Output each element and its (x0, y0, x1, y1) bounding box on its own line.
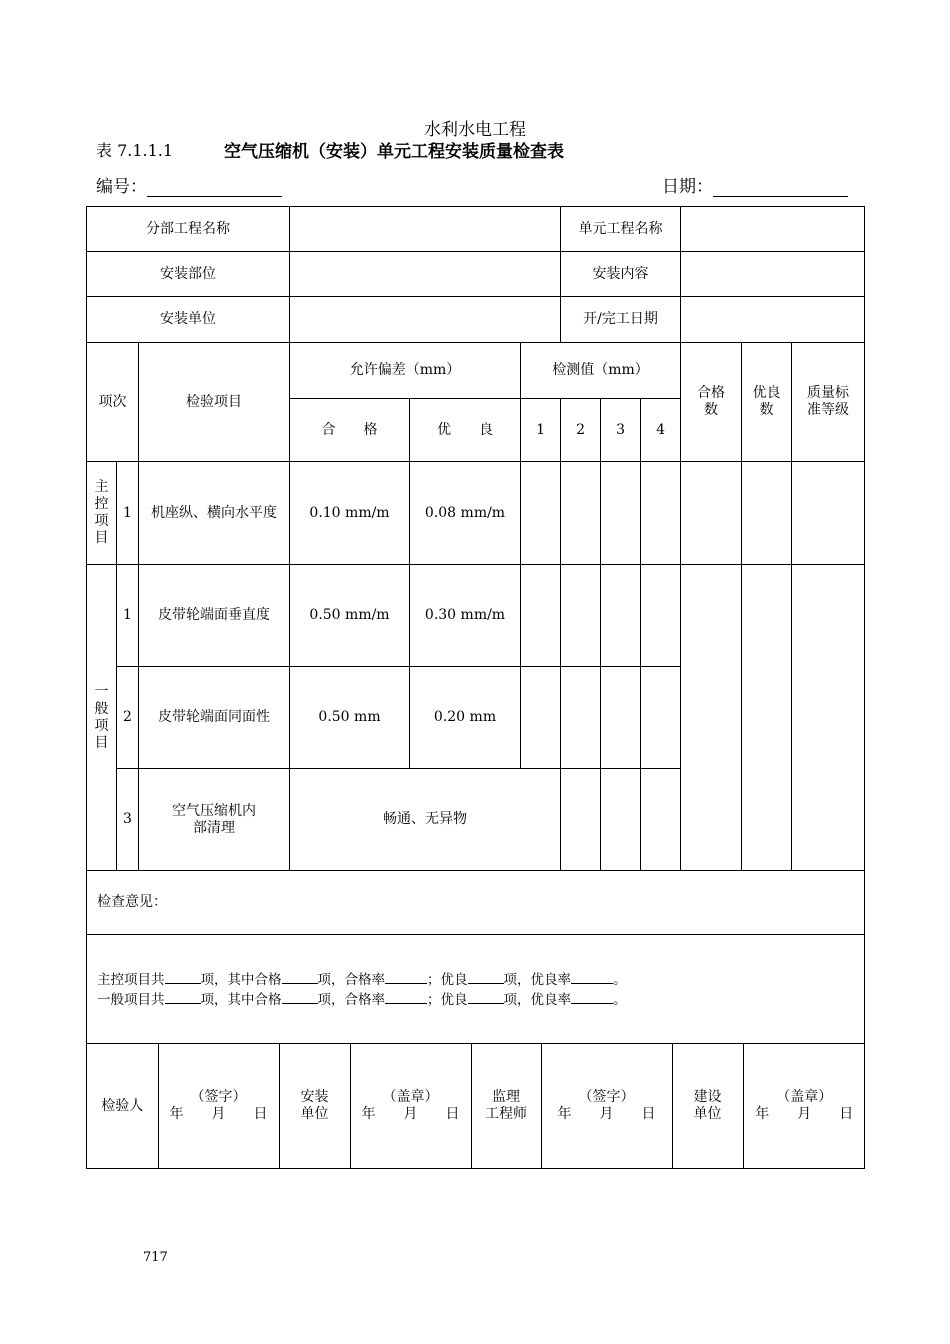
blank-field[interactable] (282, 969, 318, 984)
general-items-group-label: 一 般 项 目 (87, 565, 117, 871)
qualified-count-header: 合格 数 (681, 343, 742, 462)
supervisor-label: 监理 工程师 (471, 1044, 541, 1168)
quality-grade-header: 质量标 准等级 (792, 343, 865, 462)
serial-label: 编号： (96, 177, 147, 197)
measure-cell[interactable] (561, 667, 601, 769)
blank-field[interactable] (385, 969, 427, 984)
check-item-name: 空气压缩机内 部清理 (139, 769, 290, 871)
excellent-count-header: 优良 数 (742, 343, 792, 462)
measure-col-1: 1 (521, 399, 561, 462)
install-unit-value[interactable] (290, 297, 561, 343)
measure-cell[interactable] (601, 667, 641, 769)
blank-field[interactable] (571, 969, 613, 984)
measure-cell[interactable] (601, 565, 641, 667)
blank-field[interactable] (165, 969, 201, 984)
start-end-date-value[interactable] (681, 297, 865, 343)
excellent-count-cell[interactable] (742, 462, 792, 565)
start-end-date-label: 开/完工日期 (561, 297, 681, 343)
qualified-value: 0.10 mm/m (290, 462, 410, 565)
quality-grade-cell[interactable] (792, 462, 865, 565)
measure-cell[interactable] (641, 565, 681, 667)
row-no: 2 (117, 667, 139, 769)
row-no: 3 (117, 769, 139, 871)
install-location-label: 安装部位 (87, 252, 290, 297)
serial-blank[interactable] (147, 178, 282, 197)
excellent-value: 0.30 mm/m (410, 565, 521, 667)
summary-block (87, 935, 865, 1044)
form-title: 空气压缩机（安装）单元工程安装质量检查表 (224, 142, 564, 162)
measure-cell[interactable] (601, 462, 641, 565)
signature-row (87, 1044, 865, 1169)
page-number: 717 (143, 1250, 168, 1265)
allowed-deviation-header: 允许偏差（mm） (290, 343, 521, 399)
measure-cell[interactable] (561, 769, 601, 871)
qualified-count-cell[interactable] (681, 565, 742, 871)
measure-cell[interactable] (561, 462, 601, 565)
measured-header: 检测值（mm） (521, 343, 681, 399)
sub-project-value[interactable] (290, 207, 561, 252)
general-summary-line: 一般项目共 项，其中合格 项，合格率 ；优良 项，优良率 。 (97, 989, 864, 1009)
serial-number-field (96, 172, 282, 197)
measure-cell[interactable] (641, 769, 681, 871)
measure-cell[interactable] (521, 462, 561, 565)
construction-unit-label: 建设 单位 (672, 1044, 743, 1168)
inspector-label: 检验人 (87, 1044, 158, 1168)
date-field (662, 172, 848, 197)
requirement-value: 畅通、无异物 (290, 769, 561, 871)
install-location-value[interactable] (290, 252, 561, 297)
qualified-subheader: 合 格 (290, 399, 410, 462)
blank-field[interactable] (468, 969, 504, 984)
top-title: 水利水电工程 (424, 120, 526, 140)
check-item-name: 皮带轮端面同面性 (139, 667, 290, 769)
inspection-opinion[interactable]: 检查意见： (87, 871, 865, 935)
excellent-value: 0.08 mm/m (410, 462, 521, 565)
measure-cell[interactable] (641, 667, 681, 769)
install-unit-label: 安装单位 (87, 297, 290, 343)
excellent-value: 0.20 mm (410, 667, 521, 769)
measure-cell[interactable] (641, 462, 681, 565)
main-items-group-label: 主 控 项 目 (87, 462, 117, 565)
row-no: 1 (117, 462, 139, 565)
blank-field[interactable] (385, 989, 427, 1004)
measure-cell[interactable] (601, 769, 641, 871)
quality-grade-cell[interactable] (792, 565, 865, 871)
unit-project-value[interactable] (681, 207, 865, 252)
main-summary-line: 主控项目共 项，其中合格 项，合格率 ；优良 项，优良率 。 (97, 969, 864, 989)
measure-col-4: 4 (641, 399, 681, 462)
date-blank[interactable] (713, 178, 848, 197)
date-label: 日期： (662, 177, 713, 197)
excellent-count-cell[interactable] (742, 565, 792, 871)
row-no: 1 (117, 565, 139, 667)
inspection-table (86, 206, 865, 1169)
install-content-value[interactable] (681, 252, 865, 297)
blank-field[interactable] (165, 989, 201, 1004)
measure-cell[interactable] (561, 565, 601, 667)
blank-field[interactable] (571, 989, 613, 1004)
blank-field[interactable] (468, 989, 504, 1004)
supervisor-signature[interactable]: （签字） 年 月 日 (541, 1044, 672, 1168)
excellent-subheader: 优 良 (410, 399, 521, 462)
measure-col-3: 3 (601, 399, 641, 462)
install-content-label: 安装内容 (561, 252, 681, 297)
install-unit-sign-label: 安装 单位 (279, 1044, 350, 1168)
install-unit-stamp[interactable]: （盖章） 年 月 日 (350, 1044, 471, 1168)
measure-cell[interactable] (521, 667, 561, 769)
blank-field[interactable] (282, 989, 318, 1004)
qualified-value: 0.50 mm (290, 667, 410, 769)
measure-cell[interactable] (521, 565, 561, 667)
construction-unit-stamp[interactable]: （盖章） 年 月 日 (755, 1089, 854, 1122)
unit-project-label: 单元工程名称 (561, 207, 681, 252)
check-item-name: 机座纵、横向水平度 (139, 462, 290, 565)
qualified-count-cell[interactable] (681, 462, 742, 565)
sub-project-label: 分部工程名称 (87, 207, 290, 252)
item-no-header: 项次 (87, 343, 139, 462)
inspector-signature[interactable]: （签字） 年 月 日 (158, 1044, 279, 1168)
check-item-header: 检验项目 (139, 343, 290, 462)
qualified-value: 0.50 mm/m (290, 565, 410, 667)
table-number: 表 7.1.1.1 (96, 141, 174, 160)
check-item-name: 皮带轮端面垂直度 (139, 565, 290, 667)
measure-col-2: 2 (561, 399, 601, 462)
